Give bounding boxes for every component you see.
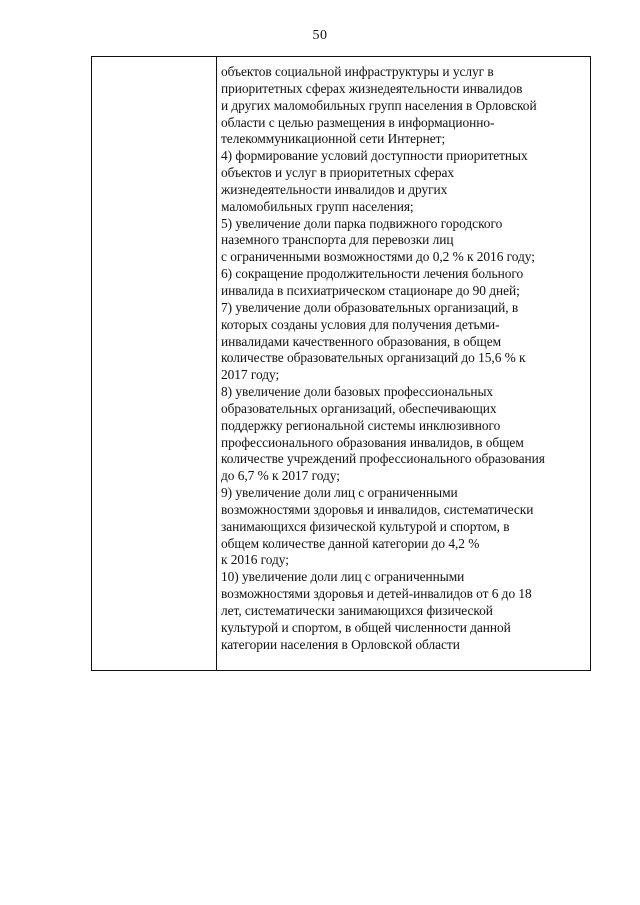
- text-line: 4) формирование условий доступности приоритетных: [221, 148, 528, 164]
- text-line: объектов социальной инфраструктуры и услуг в: [221, 64, 494, 79]
- text-line: к 2016 году;: [221, 552, 289, 568]
- text-line: приоритетных сферах жизнедеятельности инвалидов: [221, 80, 523, 96]
- text-line: возможностями здоровья и детей-инвалидов от 6 до 18: [221, 586, 532, 602]
- text-line: возможностями здоровья и инвалидов, систематически: [221, 501, 534, 517]
- text-line: объектов и услуг в приоритетных сферах: [221, 165, 455, 181]
- text-line: количестве образовательных организаций до 15,6 % к: [221, 350, 526, 366]
- text-line: 7) увеличение доли образовательных организаций, в: [221, 299, 519, 315]
- text-line: 10) увеличение доли лиц с ограниченными: [221, 569, 465, 585]
- text-line: наземного транспорта для перевозки лиц: [221, 232, 454, 248]
- page-number: 50: [312, 28, 328, 43]
- text-line: категории населения в Орловской области: [221, 636, 460, 652]
- text-line: и других маломобильных групп населения в Орловской: [221, 97, 537, 113]
- text-line: 8) увеличение доли базовых профессиональных: [221, 384, 494, 400]
- text-line: области с целью размещения в информационно-: [221, 114, 495, 130]
- table-right-column: [217, 57, 590, 670]
- text-line: поддержку региональной системы инклюзивного: [221, 417, 501, 433]
- text-line: 6) сокращение продолжительности лечения больного: [221, 266, 524, 282]
- text-line: маломобильных групп населения;: [221, 198, 414, 214]
- text-line: занимающихся физической культурой и спортом, в: [221, 518, 510, 534]
- table-left-column: [92, 57, 217, 670]
- text-line: общем количестве данной категории до 4,2 %: [221, 535, 480, 551]
- text-line: культурой и спортом, в общей численности данной: [221, 619, 511, 635]
- text-line: которых созданы условия для получения детьми-: [221, 316, 500, 332]
- document-table: [91, 56, 591, 671]
- text-line: профессионального образования инвалидов, в общем: [221, 434, 524, 450]
- text-line: инвалидами качественного образования, в общем: [221, 333, 502, 349]
- text-line: количестве учреждений профессионального образования: [221, 451, 545, 467]
- text-line: 9) увеличение доли лиц с ограниченными: [221, 485, 458, 501]
- text-line: инвалида в психиатрическом стационаре до 90 дней;: [221, 282, 520, 298]
- text-line: 2017 году;: [221, 367, 280, 383]
- text-line: образовательных организаций, обеспечивающих: [221, 400, 497, 416]
- text-line: 5) увеличение доли парка подвижного городского: [221, 215, 503, 231]
- text-line: лет, систематически занимающихся физической: [221, 603, 493, 618]
- text-line: с ограниченными возможностями до 0,2 % к 2016 году;: [221, 249, 535, 265]
- text-line: жизнедеятельности инвалидов и других: [221, 181, 448, 197]
- text-line: телекоммуникационной сети Интернет;: [221, 131, 446, 147]
- text-line: до 6,7 % к 2017 году;: [221, 468, 340, 484]
